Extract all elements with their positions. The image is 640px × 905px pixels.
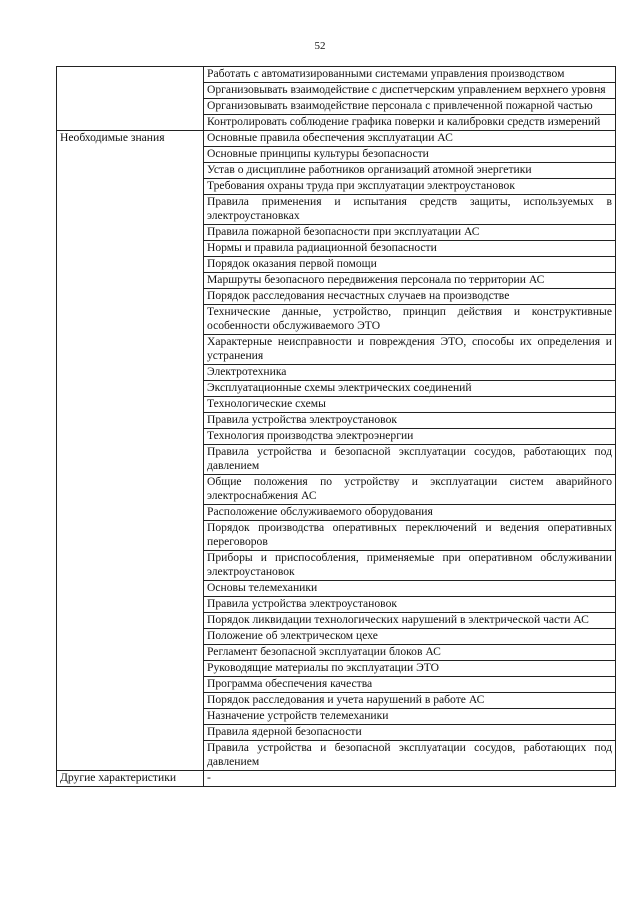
requirement-item: Технология производства электроэнергии [204,429,616,445]
requirements-table [56,66,616,787]
requirement-item: Маршруты безопасного передвижения персонала по территории АС [204,273,616,289]
requirement-item: Контролировать соблюдение графика поверки и калибровки средств измерений [204,115,616,131]
requirement-item: - [204,771,616,787]
requirement-item: Регламент безопасной эксплуатации блоков АС [204,645,616,661]
page-number: 52 [314,40,326,52]
requirement-item: Правила применения и испытания средств защиты, используемых в электроустановках [204,195,616,225]
requirement-item: Правила ядерной безопасности [204,725,616,741]
requirement-item: Общие положения по устройству и эксплуатации систем аварийного электроснабжения АС [204,475,616,505]
requirement-item: Приборы и приспособления, применяемые при оперативном обслуживании электроустановок [204,551,616,581]
section-label: Другие характеристики [57,771,204,787]
table-row [57,67,616,83]
requirement-item: Эксплуатационные схемы электрических соединений [204,381,616,397]
requirement-item: Электротехника [204,365,616,381]
requirement-item: Правила устройства электроустановок [204,597,616,613]
requirement-item: Программа обеспечения качества [204,677,616,693]
requirement-item: Правила устройства и безопасной эксплуатации сосудов, работающих под давлением [204,741,616,771]
requirement-item: Руководящие материалы по эксплуатации ЭТО [204,661,616,677]
requirement-item: Требования охраны труда при эксплуатации электроустановок [204,179,616,195]
requirement-item: Основные правила обеспечения эксплуатации АС [204,131,616,147]
requirement-item: Правила устройства и безопасной эксплуатации сосудов, работающих под давлением [204,445,616,475]
requirement-item: Назначение устройств телемеханики [204,709,616,725]
requirement-item: Технологические схемы [204,397,616,413]
requirement-item: Технические данные, устройство, принцип действия и конструктивные особенности обслуживаемого ЭТО [204,305,616,335]
requirement-item: Порядок производства оперативных переключений и ведения оперативных переговоров [204,521,616,551]
requirement-item: Организовывать взаимодействие персонала с привлеченной пожарной частью [204,99,616,115]
table-row [57,131,616,147]
requirement-item: Характерные неисправности и повреждения ЭТО, способы их определения и устранения [204,335,616,365]
requirement-item: Порядок расследования и учета нарушений в работе АС [204,693,616,709]
requirement-item: Положение об электрическом цехе [204,629,616,645]
requirement-item: Устав о дисциплине работников организаций атомной энергетики [204,163,616,179]
requirement-item: Порядок оказания первой помощи [204,257,616,273]
requirement-item: Нормы и правила радиационной безопасности [204,241,616,257]
requirement-item: Порядок расследования несчастных случаев на производстве [204,289,616,305]
requirement-item: Основы телемеханики [204,581,616,597]
requirement-item: Расположение обслуживаемого оборудования [204,505,616,521]
requirement-item: Правила пожарной безопасности при эксплуатации АС [204,225,616,241]
table-row [57,771,616,787]
requirement-item: Организовывать взаимодействие с диспетчерским управлением верхнего уровня [204,83,616,99]
section-label: Необходимые знания [57,131,204,771]
requirement-item: Правила устройства электроустановок [204,413,616,429]
requirement-item: Работать с автоматизированными системами управления производством [204,67,616,83]
requirement-item: Основные принципы культуры безопасности [204,147,616,163]
section-label [57,67,204,131]
requirement-item: Порядок ликвидации технологических нарушений в электрической части АС [204,613,616,629]
